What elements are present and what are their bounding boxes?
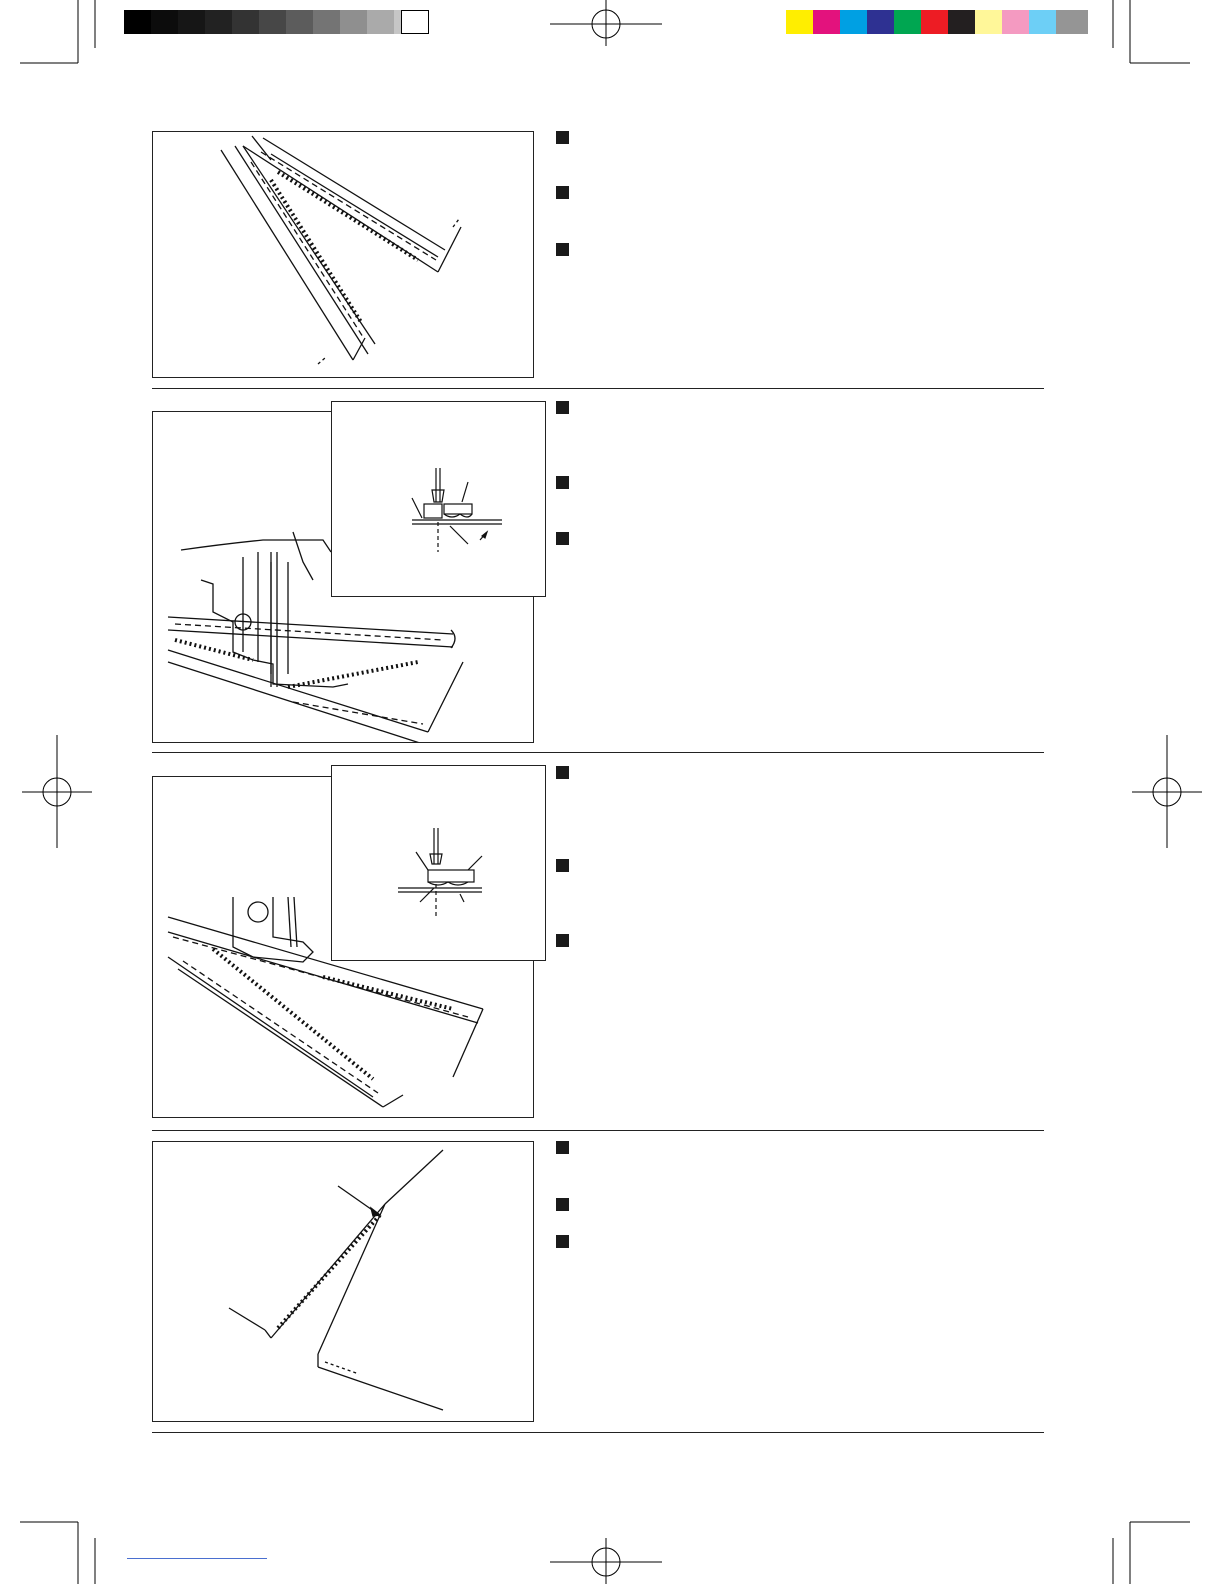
color-swatch-black (948, 10, 975, 34)
gray-swatch (232, 10, 259, 34)
section-divider (152, 388, 1044, 389)
gray-swatch (401, 10, 429, 34)
detail-inset-3 (331, 765, 546, 961)
bullet-1b (556, 186, 569, 199)
color-swatch-light-blue (1029, 10, 1056, 34)
bullet-2a (556, 401, 569, 414)
detail-inset-2 (331, 401, 546, 597)
illustration-panel-4 (152, 1141, 534, 1422)
color-swatch-green (894, 10, 921, 34)
color-swatch-gray (1056, 10, 1088, 34)
section-divider (152, 752, 1044, 753)
footer-link-underline (127, 1558, 267, 1559)
zipper-v-illustration (153, 132, 533, 377)
gray-swatch (286, 10, 313, 34)
gray-swatch (340, 10, 367, 34)
bullet-4c (556, 1235, 569, 1248)
bullet-3c (556, 934, 569, 947)
gray-swatch (205, 10, 232, 34)
color-swatch-yellow (786, 10, 813, 34)
gray-swatch (259, 10, 286, 34)
foot-detail-diagram (332, 766, 545, 960)
gray-swatch (178, 10, 205, 34)
color-swatch-cyan (840, 10, 867, 34)
color-swatch-red (921, 10, 948, 34)
bullet-3b (556, 859, 569, 872)
section-divider (152, 1432, 1044, 1433)
section-divider (152, 1130, 1044, 1131)
gray-swatch (367, 10, 394, 34)
bullet-2b (556, 476, 569, 489)
bullet-1c (556, 243, 569, 256)
bullet-4a (556, 1141, 569, 1154)
color-swatch-light-yellow (975, 10, 1002, 34)
bullet-4b (556, 1198, 569, 1211)
gray-swatch (313, 10, 340, 34)
color-swatch-magenta (813, 10, 840, 34)
gray-swatch (151, 10, 178, 34)
illustration-panel-1 (152, 131, 534, 378)
foot-detail-diagram (332, 402, 545, 596)
finished-zipper-illustration (153, 1142, 533, 1421)
bullet-3a (556, 766, 569, 779)
color-swatch-blue (867, 10, 894, 34)
color-swatch-pink (1002, 10, 1029, 34)
bullet-2c (556, 532, 569, 545)
gray-swatch (124, 10, 151, 34)
bullet-1a (556, 131, 569, 144)
